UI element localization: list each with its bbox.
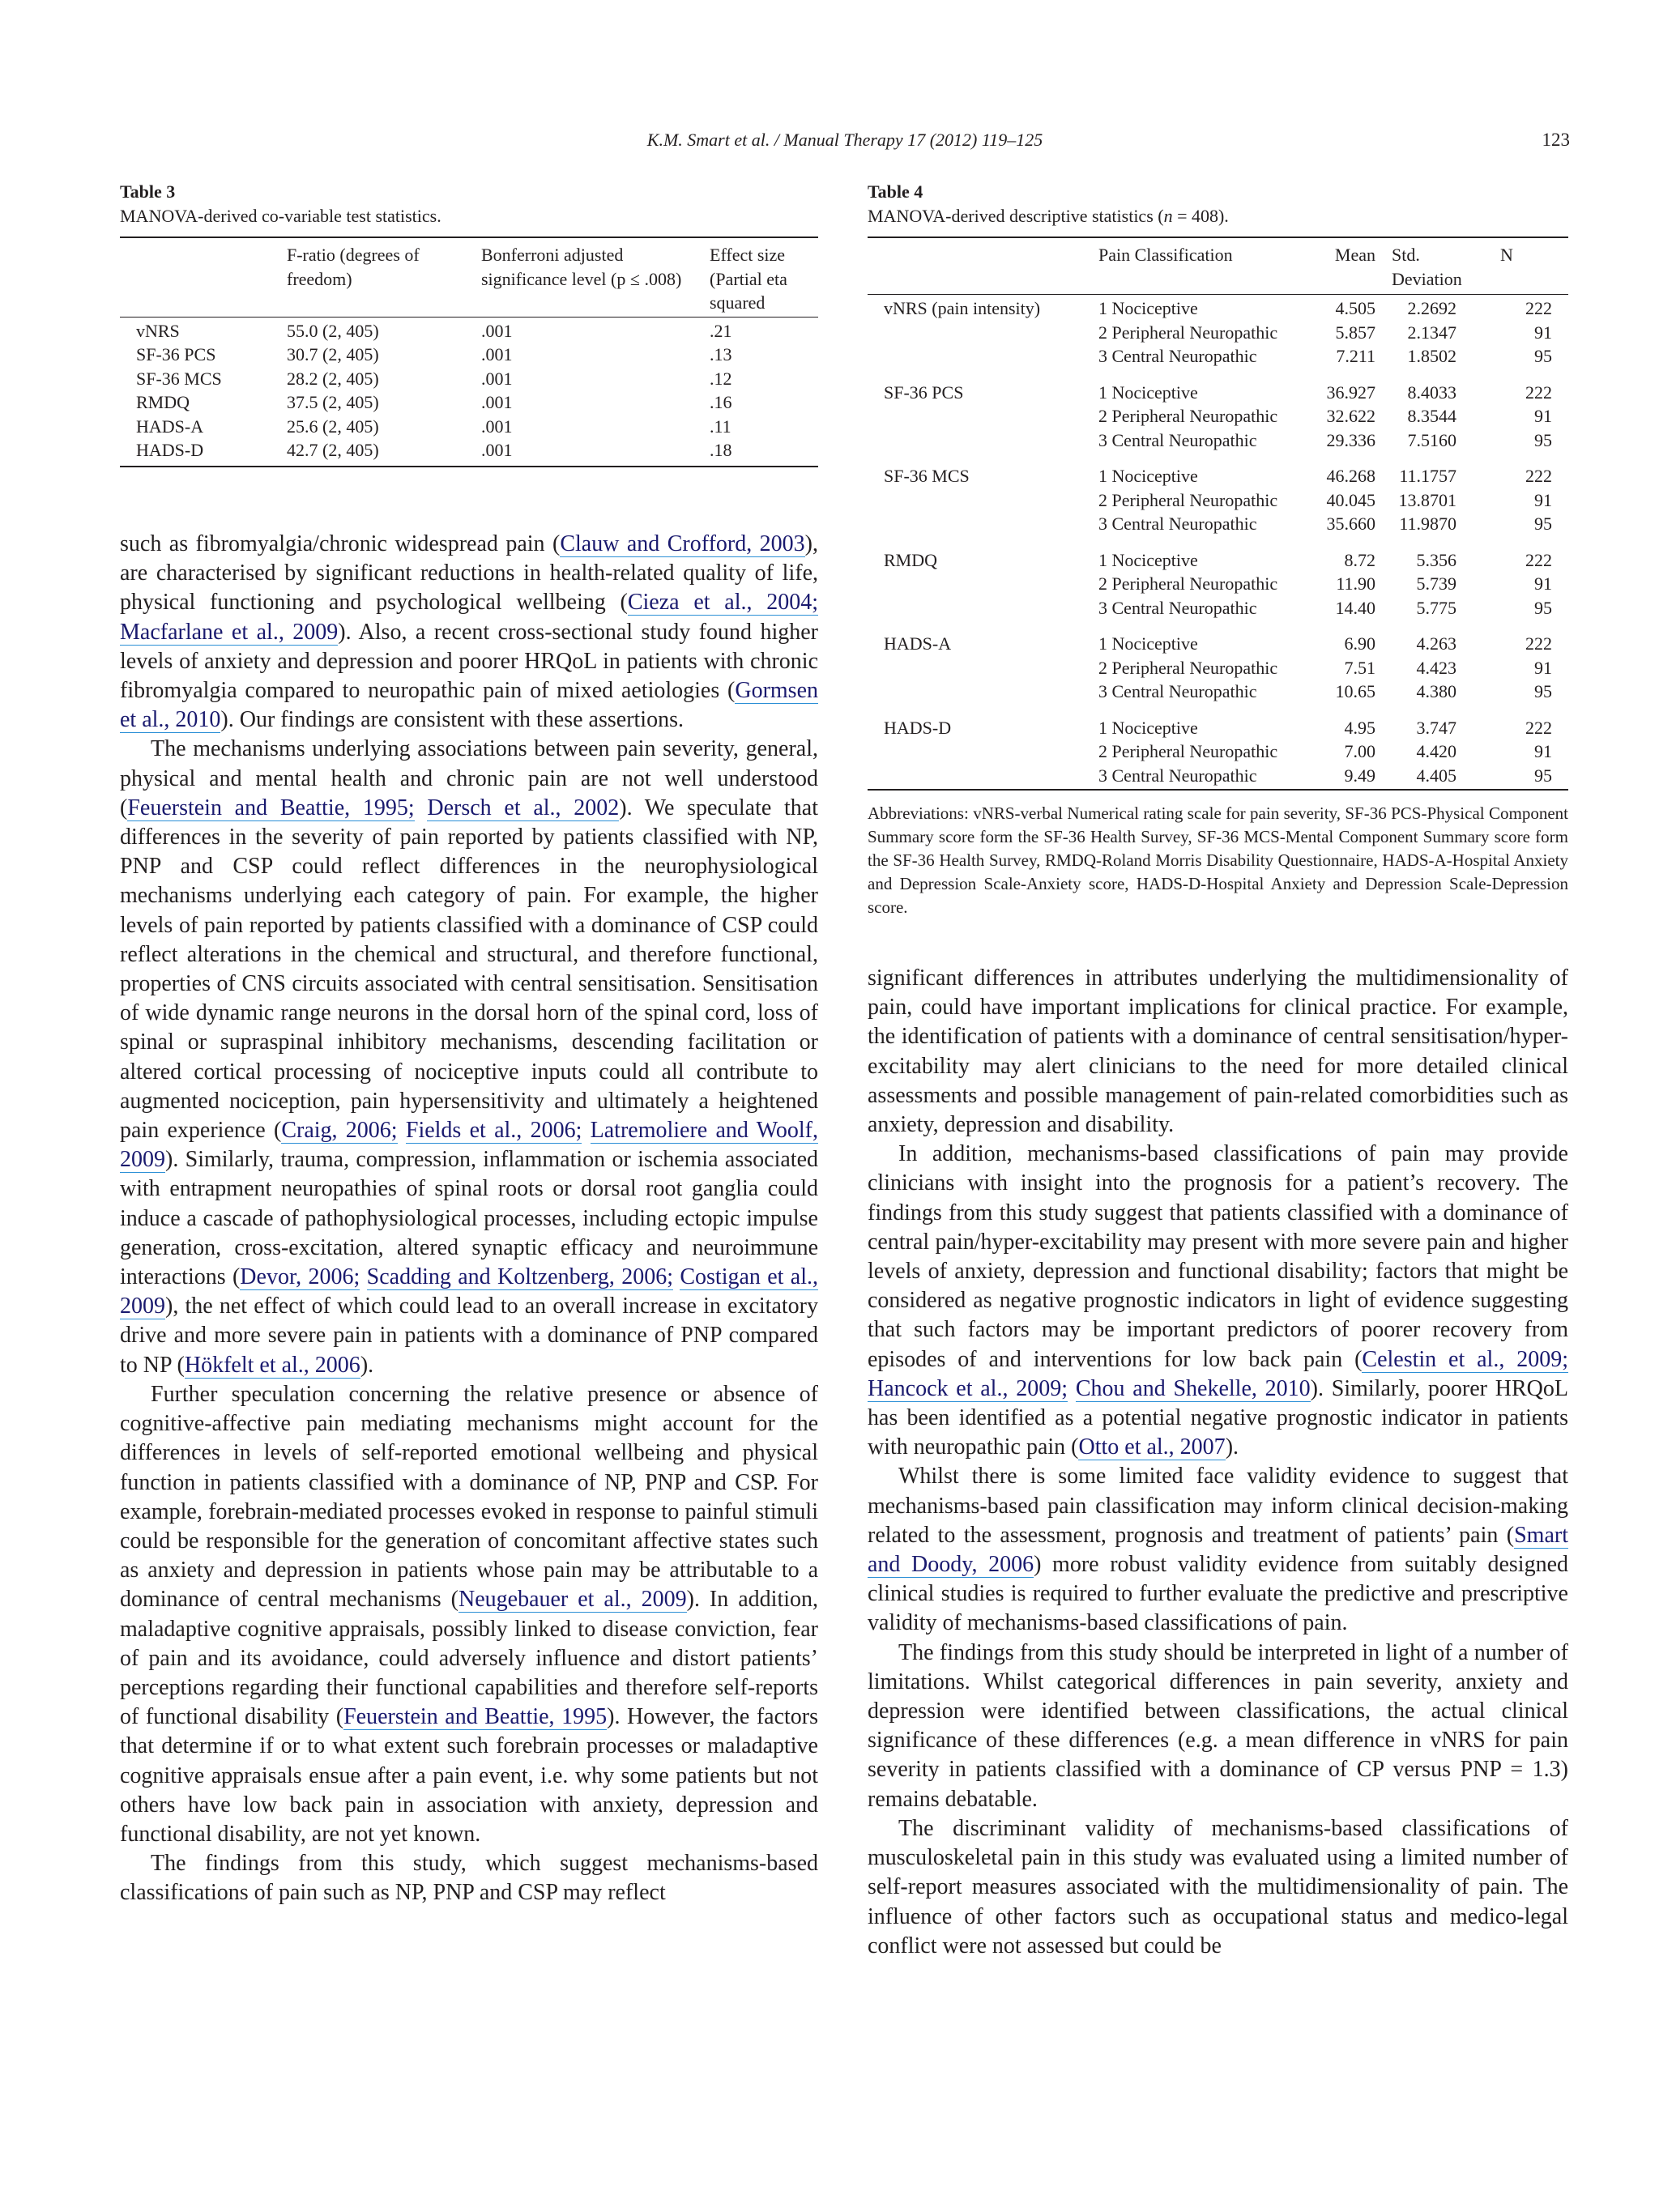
citation-link[interactable]: Craig, 2006; [281, 1118, 398, 1144]
table-cell: 2.1347 [1407, 322, 1456, 343]
table-3-header-cell: Effect size (Partial eta squared [710, 237, 818, 317]
table-row [868, 620, 1568, 656]
table-3-header-cell [120, 237, 287, 317]
table-cell: 10.65 [1335, 681, 1375, 701]
body-text: ). However, the factors that determine if or to what extent such forebrain processes or maladaptive cognitive appraisals ensue after a pain event, i.e. why some patients but not others have low back pain in association with anxiety, depression and functional disability, are not yet known. [120, 1704, 819, 1847]
table-cell: 222 [1525, 466, 1552, 486]
table-4-header-cell [868, 237, 1098, 295]
table-cell: 5.739 [1416, 573, 1456, 594]
table-cell: 3 Central Neuropathic [1098, 597, 1257, 618]
table-cell: .001 [481, 440, 513, 460]
table-row [120, 367, 818, 391]
body-text: The findings from this study, which suggest mechanisms-based classifications of pain such as NP, PNP and CSP may reflect [120, 1851, 818, 1906]
table-cell: .21 [710, 320, 732, 341]
body-text [1068, 1376, 1076, 1401]
citation-link[interactable]: Scadding and Koltzenberg, 2006; [366, 1264, 673, 1290]
table-cell: 32.622 [1326, 406, 1375, 426]
table-cell: 95 [1534, 346, 1552, 366]
table-row [868, 704, 1568, 740]
table-row [868, 536, 1568, 573]
paragraph [868, 1814, 1568, 1961]
body-text: ), are characterised by significant reductions in health-related quality of life, physical functioning and psychological wellbeing ( [120, 531, 818, 616]
table-3-title: Table 3 [120, 181, 176, 202]
table-cell: 3 Central Neuropathic [1098, 765, 1257, 786]
table-cell: 222 [1525, 298, 1552, 318]
table-row [868, 404, 1568, 428]
table-cell: 11.90 [1336, 573, 1375, 594]
table-cell: 4.380 [1416, 681, 1456, 701]
table-cell: 28.2 (2, 405) [287, 368, 379, 389]
table-row [868, 428, 1568, 453]
table-cell: 4.95 [1344, 717, 1375, 738]
body-text: The discriminant validity of mechanisms-based classifications of musculoskeletal pain in this study was evaluated using a limited number of self-report measures associated with the multidimensionality of pain. The influence of other factors such as occupational status and medico-legal conflict were not assessed but could be [868, 1815, 1568, 1958]
table-cell: 91 [1534, 657, 1552, 678]
table-cell: 11.1757 [1399, 466, 1456, 486]
table-row [120, 317, 818, 343]
table-cell: 8.72 [1344, 549, 1375, 570]
table-row [868, 572, 1568, 596]
body-text: ), the net effect of which could lead to an overall increase in excitatory drive and more severe pain in patients with a dominance of PNP compared to NP ( [120, 1294, 818, 1378]
citation-link[interactable]: Cieza et al., 2004; [627, 590, 818, 616]
table-row [868, 764, 1568, 791]
citation-link[interactable]: Smart and Doody, 2006 [868, 1522, 1568, 1578]
row-label: RMDQ [884, 549, 938, 570]
right-text-column [868, 964, 1568, 1961]
table-cell: 95 [1534, 597, 1552, 618]
body-text [415, 795, 428, 820]
row-label [868, 596, 1098, 620]
table-cell: .001 [481, 344, 513, 364]
left-text-column [120, 530, 818, 1908]
paragraph [120, 1849, 818, 1907]
row-label [868, 764, 1098, 791]
table-cell: 7.211 [1336, 346, 1375, 366]
table-cell: 3 Central Neuropathic [1098, 514, 1257, 534]
table-cell: 3 Central Neuropathic [1098, 346, 1257, 366]
body-text: ). [1225, 1434, 1239, 1460]
row-label [868, 428, 1098, 453]
table-4-grid [868, 237, 1568, 791]
table-row [868, 512, 1568, 536]
paragraph [868, 1639, 1568, 1814]
body-text: The mechanisms underlying associations between pain severity, general, physical and mental health and chronic pain are not well understood ( [120, 736, 818, 820]
table-cell: 6.90 [1344, 633, 1375, 654]
body-text: The findings from this study should be interpreted in light of a number of limitations. Whilst categorical differences in pain severity, anxiety and depression were identified between classifications, the actual clinical significance of these differences (e.g. a mean difference in vNRS for pain severity in patients classified with a dominance of CP versus PNP = 1.3) remains debatable. [868, 1639, 1568, 1812]
citation-link[interactable]: Celestin et al., 2009; [1362, 1346, 1568, 1372]
table-cell: 4.505 [1335, 298, 1375, 318]
citation-link[interactable]: Devor, 2006; [240, 1264, 360, 1290]
row-label [868, 404, 1098, 428]
table-cell: 29.336 [1326, 429, 1375, 450]
table-cell: .001 [481, 416, 513, 437]
table-cell: 222 [1525, 717, 1552, 738]
table-cell: 2 Peripheral Neuropathic [1098, 657, 1278, 678]
table-cell: 13.8701 [1398, 489, 1456, 510]
table-cell: .001 [481, 392, 513, 412]
table-cell: 1.8502 [1407, 346, 1456, 366]
row-label: RMDQ [136, 392, 190, 412]
table-cell: .18 [710, 440, 732, 460]
row-label [868, 344, 1098, 369]
table-cell: 91 [1534, 322, 1552, 343]
table-3-caption: MANOVA-derived co-variable test statistics. [120, 206, 441, 226]
body-text [398, 1118, 406, 1143]
citation-link[interactable]: Hancock et al., 2009; [868, 1375, 1068, 1401]
table-cell: 7.5160 [1407, 429, 1456, 450]
table-cell: 3 Central Neuropathic [1098, 429, 1257, 450]
table-cell: 2 Peripheral Neuropathic [1098, 741, 1278, 761]
table-cell: 1 Nociceptive [1098, 549, 1198, 570]
table-cell: 91 [1534, 406, 1552, 426]
table-cell: 91 [1534, 741, 1552, 761]
table-3-header-cell: F-ratio (degrees of freedom) [287, 237, 481, 317]
table-cell: .001 [481, 368, 513, 389]
table-row [868, 344, 1568, 369]
citation-link[interactable]: Clauw and Crofford, 2003 [560, 531, 805, 556]
table-row [868, 452, 1568, 488]
row-label: vNRS (pain intensity) [884, 298, 1041, 318]
body-text: such as fibromyalgia/chronic widespread pain ( [120, 531, 561, 556]
citation-link[interactable]: Neugebauer et al., 2009 [458, 1587, 687, 1613]
row-label: HADS-A [884, 633, 952, 654]
row-label [868, 488, 1098, 513]
table-4-footnote: Abbreviations: vNRS-verbal Numerical rating scale for pain severity, SF-36 PCS-Physical Component Summary score form the SF-36 Health Survey, SF-36 MCS-Mental Component Summary score form the SF-36 Health Survey, RMDQ-Roland Morris Disability Questionnaire, HADS-A-Hospital Anxiety and Depression Scale-Anxiety score, HADS-D-Hospital Anxiety and Depression Scale-Depression score. [868, 803, 1568, 917]
body-text: ) more robust validity evidence from suitably designed clinical studies is required to further evaluate the predictive and prescriptive validity of mechanisms-based classifications of pain. [868, 1552, 1568, 1636]
table-cell: 222 [1525, 381, 1552, 403]
body-text [582, 1118, 590, 1143]
table-cell: 37.5 (2, 405) [287, 392, 379, 412]
table-4-header-cell: N [1489, 237, 1568, 295]
table-cell: 91 [1534, 489, 1552, 510]
table-cell: 14.40 [1335, 597, 1375, 618]
body-text: Further speculation concerning the relative presence or absence of cognitive-affective pain mediating mechanisms might account for the differences in levels of self-reported emotional wellbeing and physical function in patients classified with a dominance of NP, PNP and CSP. For example, forebrain-mediated processes evoked in response to painful stimuli could be responsible for the generation of concomitant affective states such as anxiety and depression in patients whose pain may be attributable to a dominance of central mechanisms ( [120, 1381, 818, 1613]
citation-link[interactable]: Otto et al., 2007 [1078, 1434, 1226, 1460]
citation-link[interactable]: Gormsen et al., 2010 [120, 678, 818, 733]
table-4-header-cell: Pain Classification [1098, 237, 1325, 295]
table-cell: 35.660 [1326, 514, 1375, 534]
citation-link[interactable]: Dersch et al., 2002 [427, 795, 620, 820]
body-text: ). Our findings are consistent with these assertions. [220, 707, 684, 733]
citation-link[interactable]: Hökfelt et al., 2006 [184, 1352, 360, 1378]
body-text: ). Similarly, trauma, compression, inflammation or ischemia associated with entrapment neuropathies of spinal roots or dorsal root ganglia could induce a cascade of pathophysiological processes, including ectopic impulse generation, cross-excitation, altered synaptic efficacy and neuroimmune interactions ( [120, 1147, 818, 1290]
table-row [868, 680, 1568, 704]
table-row [120, 438, 818, 467]
table-row [868, 596, 1568, 620]
body-text: Whilst there is some limited face validity evidence to suggest that mechanisms-based pain classification may inform clinical decision-making related to the assessment, prognosis and treatment of patients’ pain ( [868, 1464, 1568, 1548]
table-cell: 4.420 [1416, 741, 1456, 761]
table-row [868, 739, 1568, 764]
table-cell: 7.51 [1344, 657, 1375, 678]
table-cell: 9.49 [1344, 765, 1375, 786]
body-text: ). Similarly, poorer HRQoL has been identified as a potential negative prognostic indicator in patients with neuropathic pain ( [868, 1375, 1568, 1460]
table-cell: 2 Peripheral Neuropathic [1098, 573, 1278, 594]
row-label: HADS-A [136, 416, 204, 437]
running-header [120, 130, 1570, 162]
table-cell: .16 [710, 392, 732, 412]
citation-link[interactable]: Macfarlane et al., 2009 [120, 619, 339, 645]
body-text: ). In addition, maladaptive cognitive appraisals, possibly linked to disease conviction, fear of pain and its avoidance, could adversely influence and distort patients’ perceptions regarding their functional capabilities and therefore self-reports of functional disability ( [120, 1587, 819, 1730]
citation-link[interactable]: Costigan et al., 2009 [120, 1264, 819, 1319]
table-cell: .12 [710, 368, 732, 389]
table-cell: 46.268 [1326, 466, 1375, 486]
table-row [120, 390, 818, 415]
row-label: HADS-D [136, 440, 204, 460]
table-cell: 5.775 [1416, 597, 1456, 618]
row-label [868, 656, 1098, 680]
table-cell: 36.927 [1326, 381, 1375, 403]
table-4-title: Table 4 [868, 181, 923, 202]
table-4-header-cell: Mean [1325, 237, 1384, 295]
table-cell: 2.2692 [1407, 298, 1456, 318]
table-cell: 42.7 (2, 405) [287, 440, 379, 460]
table-cell: 2 Peripheral Neuropathic [1098, 489, 1278, 510]
row-label [868, 572, 1098, 596]
table-cell: 95 [1534, 429, 1552, 450]
table-cell: 1 Nociceptive [1098, 633, 1198, 654]
paragraph [868, 1140, 1568, 1462]
table-cell: 3 Central Neuropathic [1098, 681, 1257, 701]
table-4-header-cell: Std. Deviation [1384, 237, 1489, 295]
table-cell: .11 [710, 416, 731, 437]
body-text: ). We speculate that differences in the severity of pain reported by patients classified with NP, PNP and CSP could reflect differences in the neurophysiological mechanisms underlying each category of pain. For example, the higher levels of pain reported by patients classified with a dominance of CSP could reflect alterations in the chemical and structural, and therefore functional, properties of CNS circuits associated with central sensitisation. Sensitisation of wide dynamic range neurons in the dorsal horn of the spinal cord, loss of spinal or supraspinal inhibitory mechanisms, descending facilitation or altered cortical processing of nociceptive inputs could all contribute to augmented nociception, pain hypersensitivity and ultimately a heightened pain experience ( [120, 795, 819, 1144]
table-row [120, 415, 818, 439]
table-row [868, 656, 1568, 680]
table-3-header-cell: Bonferroni adjusted significance level (p ≤ .008) [481, 237, 710, 317]
table-cell: 2 Peripheral Neuropathic [1098, 406, 1278, 426]
table-3-grid [120, 237, 818, 467]
citation-link[interactable]: Fields et al., 2006; [405, 1118, 582, 1144]
row-label: SF-36 MCS [136, 368, 222, 389]
table-cell: 91 [1534, 573, 1552, 594]
citation-link[interactable]: Feuerstein and Beattie, 1995 [343, 1704, 608, 1730]
table-cell: 25.6 (2, 405) [287, 416, 379, 437]
paragraph [120, 1380, 818, 1849]
table-cell: 1 Nociceptive [1098, 381, 1198, 403]
table-cell: 5.356 [1416, 549, 1456, 570]
table-cell: 55.0 (2, 405) [287, 320, 379, 341]
table-row [120, 343, 818, 367]
row-label: SF-36 PCS [136, 344, 216, 364]
row-label [868, 739, 1098, 764]
row-label: HADS-D [884, 717, 952, 738]
table-cell: 1 Nociceptive [1098, 466, 1198, 486]
table-row [868, 321, 1568, 345]
table-cell: 222 [1525, 633, 1552, 654]
table-cell: 8.4033 [1407, 381, 1456, 403]
table-cell: 30.7 (2, 405) [287, 344, 379, 364]
table-cell: .001 [481, 320, 513, 341]
table-cell: 1 Nociceptive [1098, 298, 1198, 318]
row-label: SF-36 PCS [884, 381, 964, 403]
citation-link[interactable]: Latremoliere and Woolf, 2009 [120, 1118, 818, 1173]
table-cell: 95 [1534, 765, 1552, 786]
citation-link[interactable]: Chou and Shekelle, 2010 [1075, 1375, 1311, 1401]
row-label: SF-36 MCS [884, 466, 970, 486]
table-cell: 222 [1525, 549, 1552, 570]
table-cell: 8.3544 [1407, 406, 1456, 426]
body-text: significant differences in attributes underlying the multidimensionality of pain, could have important implications for clinical practice. For example, the identification of patients with a dominance of central sensitisation/hyper-excitability may alert clinicians to the need for more detailed clinical assessments and possible management of pain-related comorbidities such as anxiety, depression and disability. [868, 965, 1568, 1138]
body-text: In addition, mechanisms-based classifications of pain may provide clinicians with insight into the prognosis for a patient’s recovery. The findings from this study suggest that patients classified with a dominance of central pain/hyper-excitability may present with more severe pain and higher levels of anxiety, depression and functional disability; factors that might be considered as negative prognostic indicators in light of evidence suggesting that such factors may be important predictors of poorer recovery from episodes of and interventions for low back pain ( [868, 1141, 1568, 1372]
paragraph [868, 1462, 1568, 1638]
table-4 [868, 180, 1568, 919]
row-label: vNRS [136, 320, 180, 341]
table-row [868, 369, 1568, 405]
table-cell: 3.747 [1416, 717, 1456, 738]
table-cell: .13 [710, 344, 732, 364]
row-label [868, 321, 1098, 345]
table-cell: 5.857 [1335, 322, 1375, 343]
row-label [868, 512, 1098, 536]
table-row [868, 295, 1568, 321]
table-4-caption: MANOVA-derived descriptive statistics (n = 408). [868, 206, 1229, 226]
page-number: 123 [1542, 130, 1570, 150]
table-cell: 11.9870 [1399, 514, 1456, 534]
table-cell: 4.423 [1416, 657, 1456, 678]
table-cell: 95 [1534, 514, 1552, 534]
table-cell: 2 Peripheral Neuropathic [1098, 322, 1278, 343]
citation-link[interactable]: Feuerstein and Beattie, 1995; [127, 795, 415, 820]
table-cell: 4.405 [1416, 765, 1456, 786]
journal-citation: K.M. Smart et al. / Manual Therapy 17 (2012) 119–125 [646, 130, 1043, 150]
paragraph [868, 964, 1568, 1140]
table-cell: 1 Nociceptive [1098, 717, 1198, 738]
table-cell: 4.263 [1416, 633, 1456, 654]
paragraph [120, 735, 818, 1379]
table-row [868, 488, 1568, 513]
table-cell: 95 [1534, 681, 1552, 701]
table-cell: 7.00 [1344, 741, 1375, 761]
table-cell: 40.045 [1326, 489, 1375, 510]
table-3 [120, 180, 818, 467]
paragraph [120, 530, 818, 735]
body-text: ). Also, a recent cross-sectional study found higher levels of anxiety and depression and poorer HRQoL in patients with chronic fibromyalgia compared to neuropathic pain of mixed aetiologies ( [120, 619, 818, 704]
row-label [868, 680, 1098, 704]
body-text: ). [360, 1352, 374, 1378]
body-text [360, 1264, 366, 1289]
